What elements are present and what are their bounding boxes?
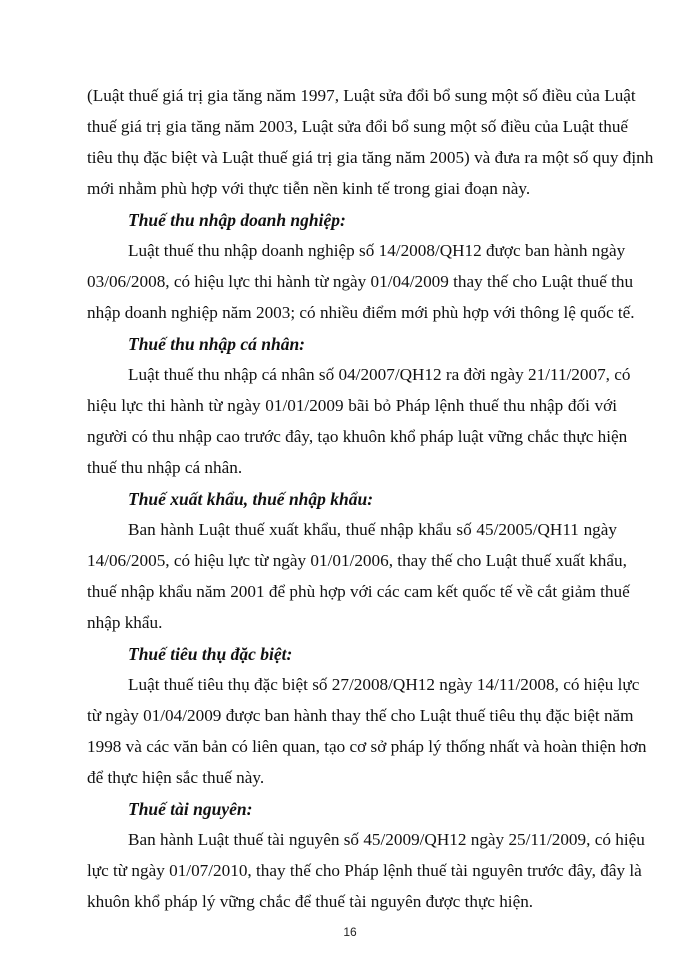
section-heading-corporate-income-tax: Thuế thu nhập doanh nghiệp:: [128, 210, 346, 230]
page-number: 16: [343, 925, 357, 939]
section-heading-personal-income-tax: Thuế thu nhập cá nhân:: [128, 334, 306, 354]
paragraph-line: 1998 và các văn bản có liên quan, tạo cơ sở pháp lý thống nhất và hoàn thiện hơn: [87, 737, 647, 756]
paragraph-line: để thực hiện sắc thuế này.: [87, 768, 265, 787]
paragraph-line: Ban hành Luật thuế xuất khẩu, thuế nhập khẩu số 45/2005/QH11 ngày: [128, 520, 617, 539]
intro-line-3: tiêu thụ đặc biệt và Luật thuế giá trị gia tăng năm 2005) và đưa ra một số quy định: [87, 148, 654, 167]
intro-line-4: mới nhằm phù hợp với thực tiễn nền kinh tế trong giai đoạn này.: [87, 179, 531, 198]
paragraph-line: Luật thuế thu nhập cá nhân số 04/2007/QH12 ra đời ngày 21/11/2007, có: [128, 365, 631, 384]
paragraph-line: người có thu nhập cao trước đây, tạo khuôn khổ pháp luật vững chắc thực hiện: [87, 427, 628, 446]
paragraph-line: hiệu lực thi hành từ ngày 01/01/2009 bãi bỏ Pháp lệnh thuế thu nhập đối với: [87, 396, 617, 415]
paragraph-line: nhập khẩu.: [87, 613, 163, 632]
section-heading-resource-tax: Thuế tài nguyên:: [128, 799, 253, 819]
intro-line-1: (Luật thuế giá trị gia tăng năm 1997, Luật sửa đổi bổ sung một số điều của Luật: [87, 86, 636, 105]
paragraph-line: Luật thuế tiêu thụ đặc biệt số 27/2008/QH12 ngày 14/11/2008, có hiệu lực: [128, 675, 640, 694]
section-heading-special-consumption-tax: Thuế tiêu thụ đặc biệt:: [128, 644, 293, 664]
intro-line-2: thuế giá trị gia tăng năm 2003, Luật sửa đổi bổ sung một số điều của Luật thuế: [87, 117, 629, 136]
paragraph-line: lực từ ngày 01/07/2010, thay thế cho Pháp lệnh thuế tài nguyên trước đây, đây là: [87, 861, 642, 880]
paragraph-line: nhập doanh nghiệp năm 2003; có nhiều điểm mới phù hợp với thông lệ quốc tế.: [87, 303, 635, 322]
paragraph-line: khuôn khổ pháp lý vững chắc để thuế tài nguyên được thực hiện.: [87, 892, 534, 911]
paragraph-line: 03/06/2008, có hiệu lực thi hành từ ngày 01/04/2009 thay thế cho Luật thuế thu: [87, 272, 634, 291]
paragraph-line: 14/06/2005, có hiệu lực từ ngày 01/01/2006, thay thế cho Luật thuế xuất khẩu,: [87, 551, 627, 570]
paragraph-line: Luật thuế thu nhập doanh nghiệp số 14/2008/QH12 được ban hành ngày: [128, 241, 626, 260]
paragraph-line: thuế nhập khẩu năm 2001 để phù hợp với các cam kết quốc tế về cắt giảm thuế: [87, 582, 630, 601]
paragraph-line: Ban hành Luật thuế tài nguyên số 45/2009/QH12 ngày 25/11/2009, có hiệu: [128, 830, 645, 849]
section-heading-import-export-tax: Thuế xuất khẩu, thuế nhập khẩu:: [128, 489, 374, 509]
paragraph-line: thuế thu nhập cá nhân.: [87, 458, 243, 477]
paragraph-line: từ ngày 01/04/2009 được ban hành thay thế cho Luật thuế tiêu thụ đặc biệt năm: [87, 706, 634, 725]
